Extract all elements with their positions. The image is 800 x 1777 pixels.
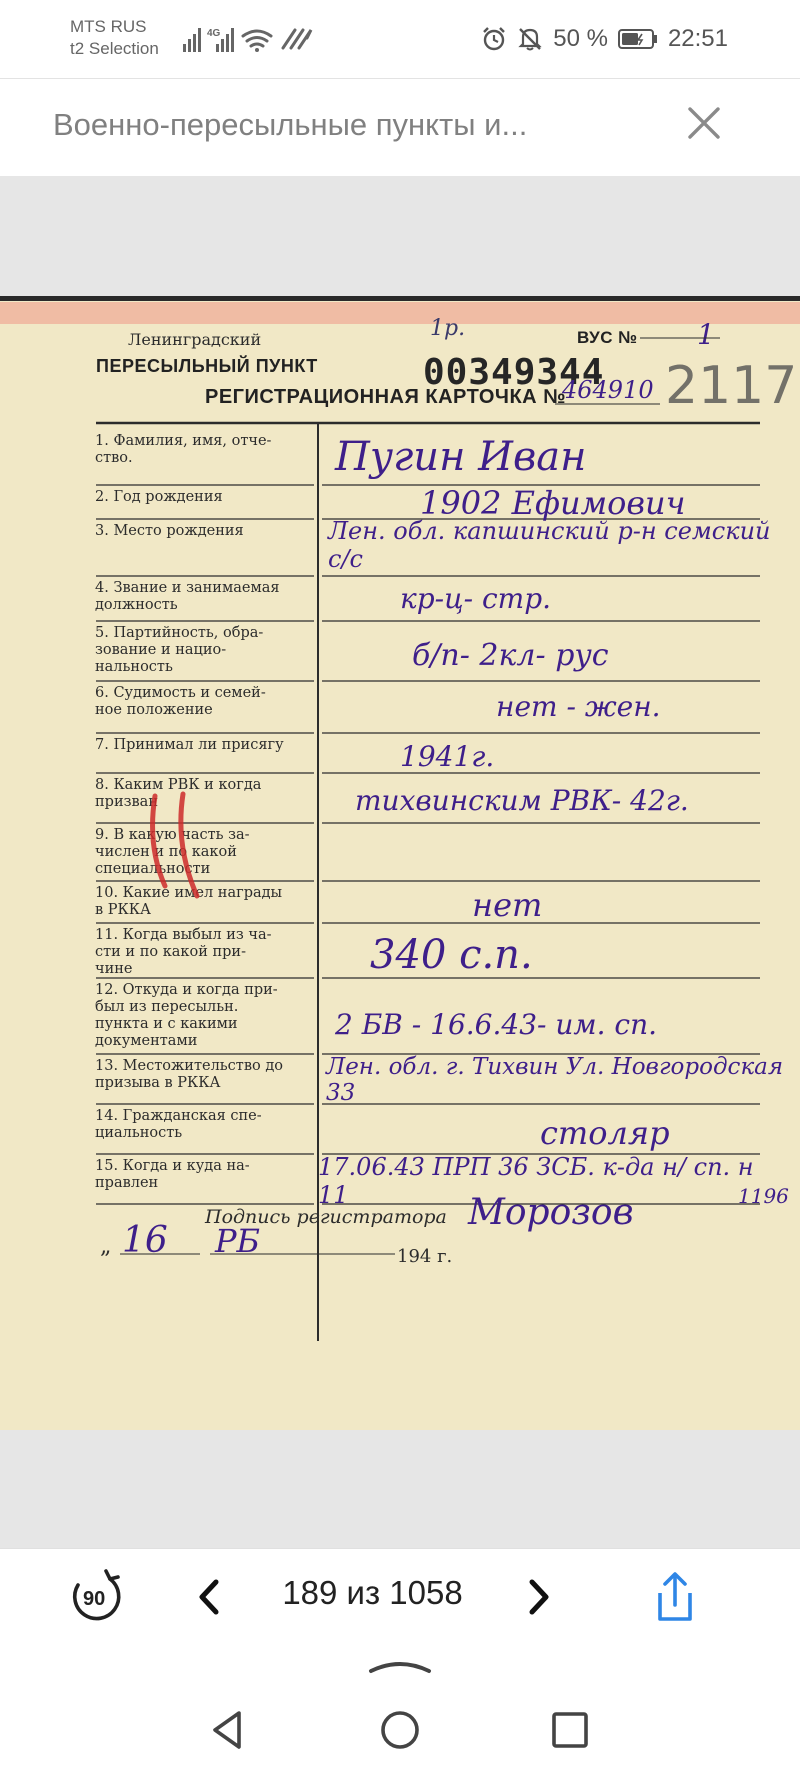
card-number: 00349344 <box>423 352 605 393</box>
home-icon[interactable] <box>377 1707 423 1753</box>
field-label-11: 11. Когда выбыл из ча- сти и по какой при- чине <box>95 927 272 977</box>
share-icon <box>652 1569 698 1625</box>
vus-value: 1 <box>697 318 715 351</box>
field-label-12: 12. Откуда и когда при- был из пересыльн. пункта и с какими документами <box>95 982 278 1049</box>
carrier-info <box>70 16 159 60</box>
page-counter: 189 из 1058 <box>282 1574 463 1611</box>
field-value-14: столяр <box>540 1114 670 1152</box>
recents-icon[interactable] <box>547 1707 593 1753</box>
back-icon[interactable] <box>205 1707 251 1753</box>
signature-label: Подпись регистратора <box>205 1206 447 1228</box>
next-page-button[interactable] <box>518 1574 558 1620</box>
registration-card-image <box>0 296 800 1430</box>
corner-note: 2117 <box>665 356 798 416</box>
previous-page-icon <box>190 1574 230 1620</box>
signal-4g-icon <box>207 28 234 52</box>
field-value-11: 340 с.п. <box>370 932 533 978</box>
card-top-edge <box>0 296 800 301</box>
field-value-2: 1902 Ефимович <box>420 484 686 522</box>
field-value-12: 2 БВ - 16.6.43- им. сп. <box>335 1008 658 1041</box>
rotate-icon <box>66 1567 126 1627</box>
field-label-15: 15. Когда и куда на- правлен <box>95 1158 250 1191</box>
header-city: Ленинградский <box>128 330 262 349</box>
date-month: РБ <box>215 1222 261 1260</box>
next-page-icon <box>518 1574 558 1620</box>
top-mark: 1р. <box>430 316 466 341</box>
previous-page-button[interactable] <box>190 1574 230 1620</box>
field-value-7: 1941г. <box>400 740 495 773</box>
field-value-4: кр-ц- стр. <box>400 582 552 615</box>
document-title: Военно-пересыльные пункты и... <box>53 107 528 142</box>
field-label-6: 6. Судимость и семей- ное положение <box>95 685 266 718</box>
share-button[interactable] <box>652 1569 698 1625</box>
carrier-name: MTS RUS <box>70 17 147 36</box>
date-year: 194 г. <box>397 1246 453 1267</box>
handwritten-card-number: 464910 <box>562 376 654 404</box>
field-label-9: 9. В какую часть за- числен и по какой специальности <box>95 827 250 877</box>
header-point: ПЕРЕСЫЛЬНЫЙ ПУНКТ <box>96 356 318 376</box>
field-value-5: б/п- 2кл- рус <box>412 638 609 673</box>
swipe-up-handle-icon[interactable] <box>365 1655 435 1679</box>
date-day: 16 <box>122 1220 168 1261</box>
viewer-toolbar <box>0 1548 800 1646</box>
rotate-button[interactable] <box>66 1567 126 1627</box>
date-prefix: „ <box>100 1234 112 1259</box>
field-value-10: нет <box>472 886 543 924</box>
red-ink-mark <box>135 786 225 906</box>
field-value-6: нет - жен. <box>496 690 661 723</box>
battery-icon <box>618 28 658 50</box>
document-viewer[interactable] <box>0 176 800 1548</box>
field-label-2: 2. Год рождения <box>95 489 223 505</box>
field-value-3: Лен. обл. капшинский р-н семский с/с <box>328 517 771 573</box>
field-label-13: 13. Местожительство до призыва в РККА <box>95 1058 283 1091</box>
field-value-1: Пугин Иван <box>335 434 587 480</box>
alarm-icon <box>481 26 507 52</box>
rotate-label: 90 <box>83 1588 106 1610</box>
wifi-icon <box>243 31 271 52</box>
vus-label: ВУС № <box>577 328 638 347</box>
system-nav-bar <box>0 1645 800 1777</box>
status-right <box>481 24 728 54</box>
field-label-10: 10. Какие имел награды в РККА <box>95 885 283 918</box>
card-red-stripe <box>0 302 800 324</box>
field-label-5: 5. Партийность, обра- зование и нацио- нальность <box>95 625 264 675</box>
field-label-8: 8. Каким РВК и когда призван <box>95 777 262 810</box>
field-value-13: Лен. обл. г. Тихвин Ул. Новгородская 33 <box>326 1054 784 1107</box>
battery-percent: 50 % <box>553 25 608 52</box>
carrier-sub: t2 Selection <box>70 39 159 58</box>
field-label-1: 1. Фамилия, имя, отче- ство. <box>95 433 272 466</box>
field-label-4: 4. Звание и занимаемая должность <box>95 580 280 613</box>
field-label-7: 7. Принимал ли присягу <box>95 737 284 753</box>
field-value-15: 17.06.43 ПРП 36 ЗСБ. к-да н/ сп. н 11 <box>318 1153 754 1209</box>
close-icon <box>682 101 726 145</box>
margin-note: 1196 <box>738 1184 789 1208</box>
signature-value: Морозов <box>468 1192 634 1233</box>
status-bar <box>0 0 800 78</box>
field-label-14: 14. Гражданская спе- циальность <box>95 1108 262 1141</box>
mute-icon <box>517 26 543 52</box>
field-label-3: 3. Место рождения <box>95 523 244 539</box>
card-title: РЕГИСТРАЦИОННАЯ КАРТОЧКА № <box>205 386 566 408</box>
connectivity-icons <box>183 24 333 54</box>
signal-icon <box>183 28 201 52</box>
clock: 22:51 <box>667 25 728 52</box>
field-value-8: тихвинским РВК- 42г. <box>355 784 689 817</box>
nfc-icon <box>283 30 311 48</box>
network-type: 4G <box>207 28 221 39</box>
viewer-title-bar <box>0 78 800 177</box>
close-button[interactable] <box>682 101 726 145</box>
